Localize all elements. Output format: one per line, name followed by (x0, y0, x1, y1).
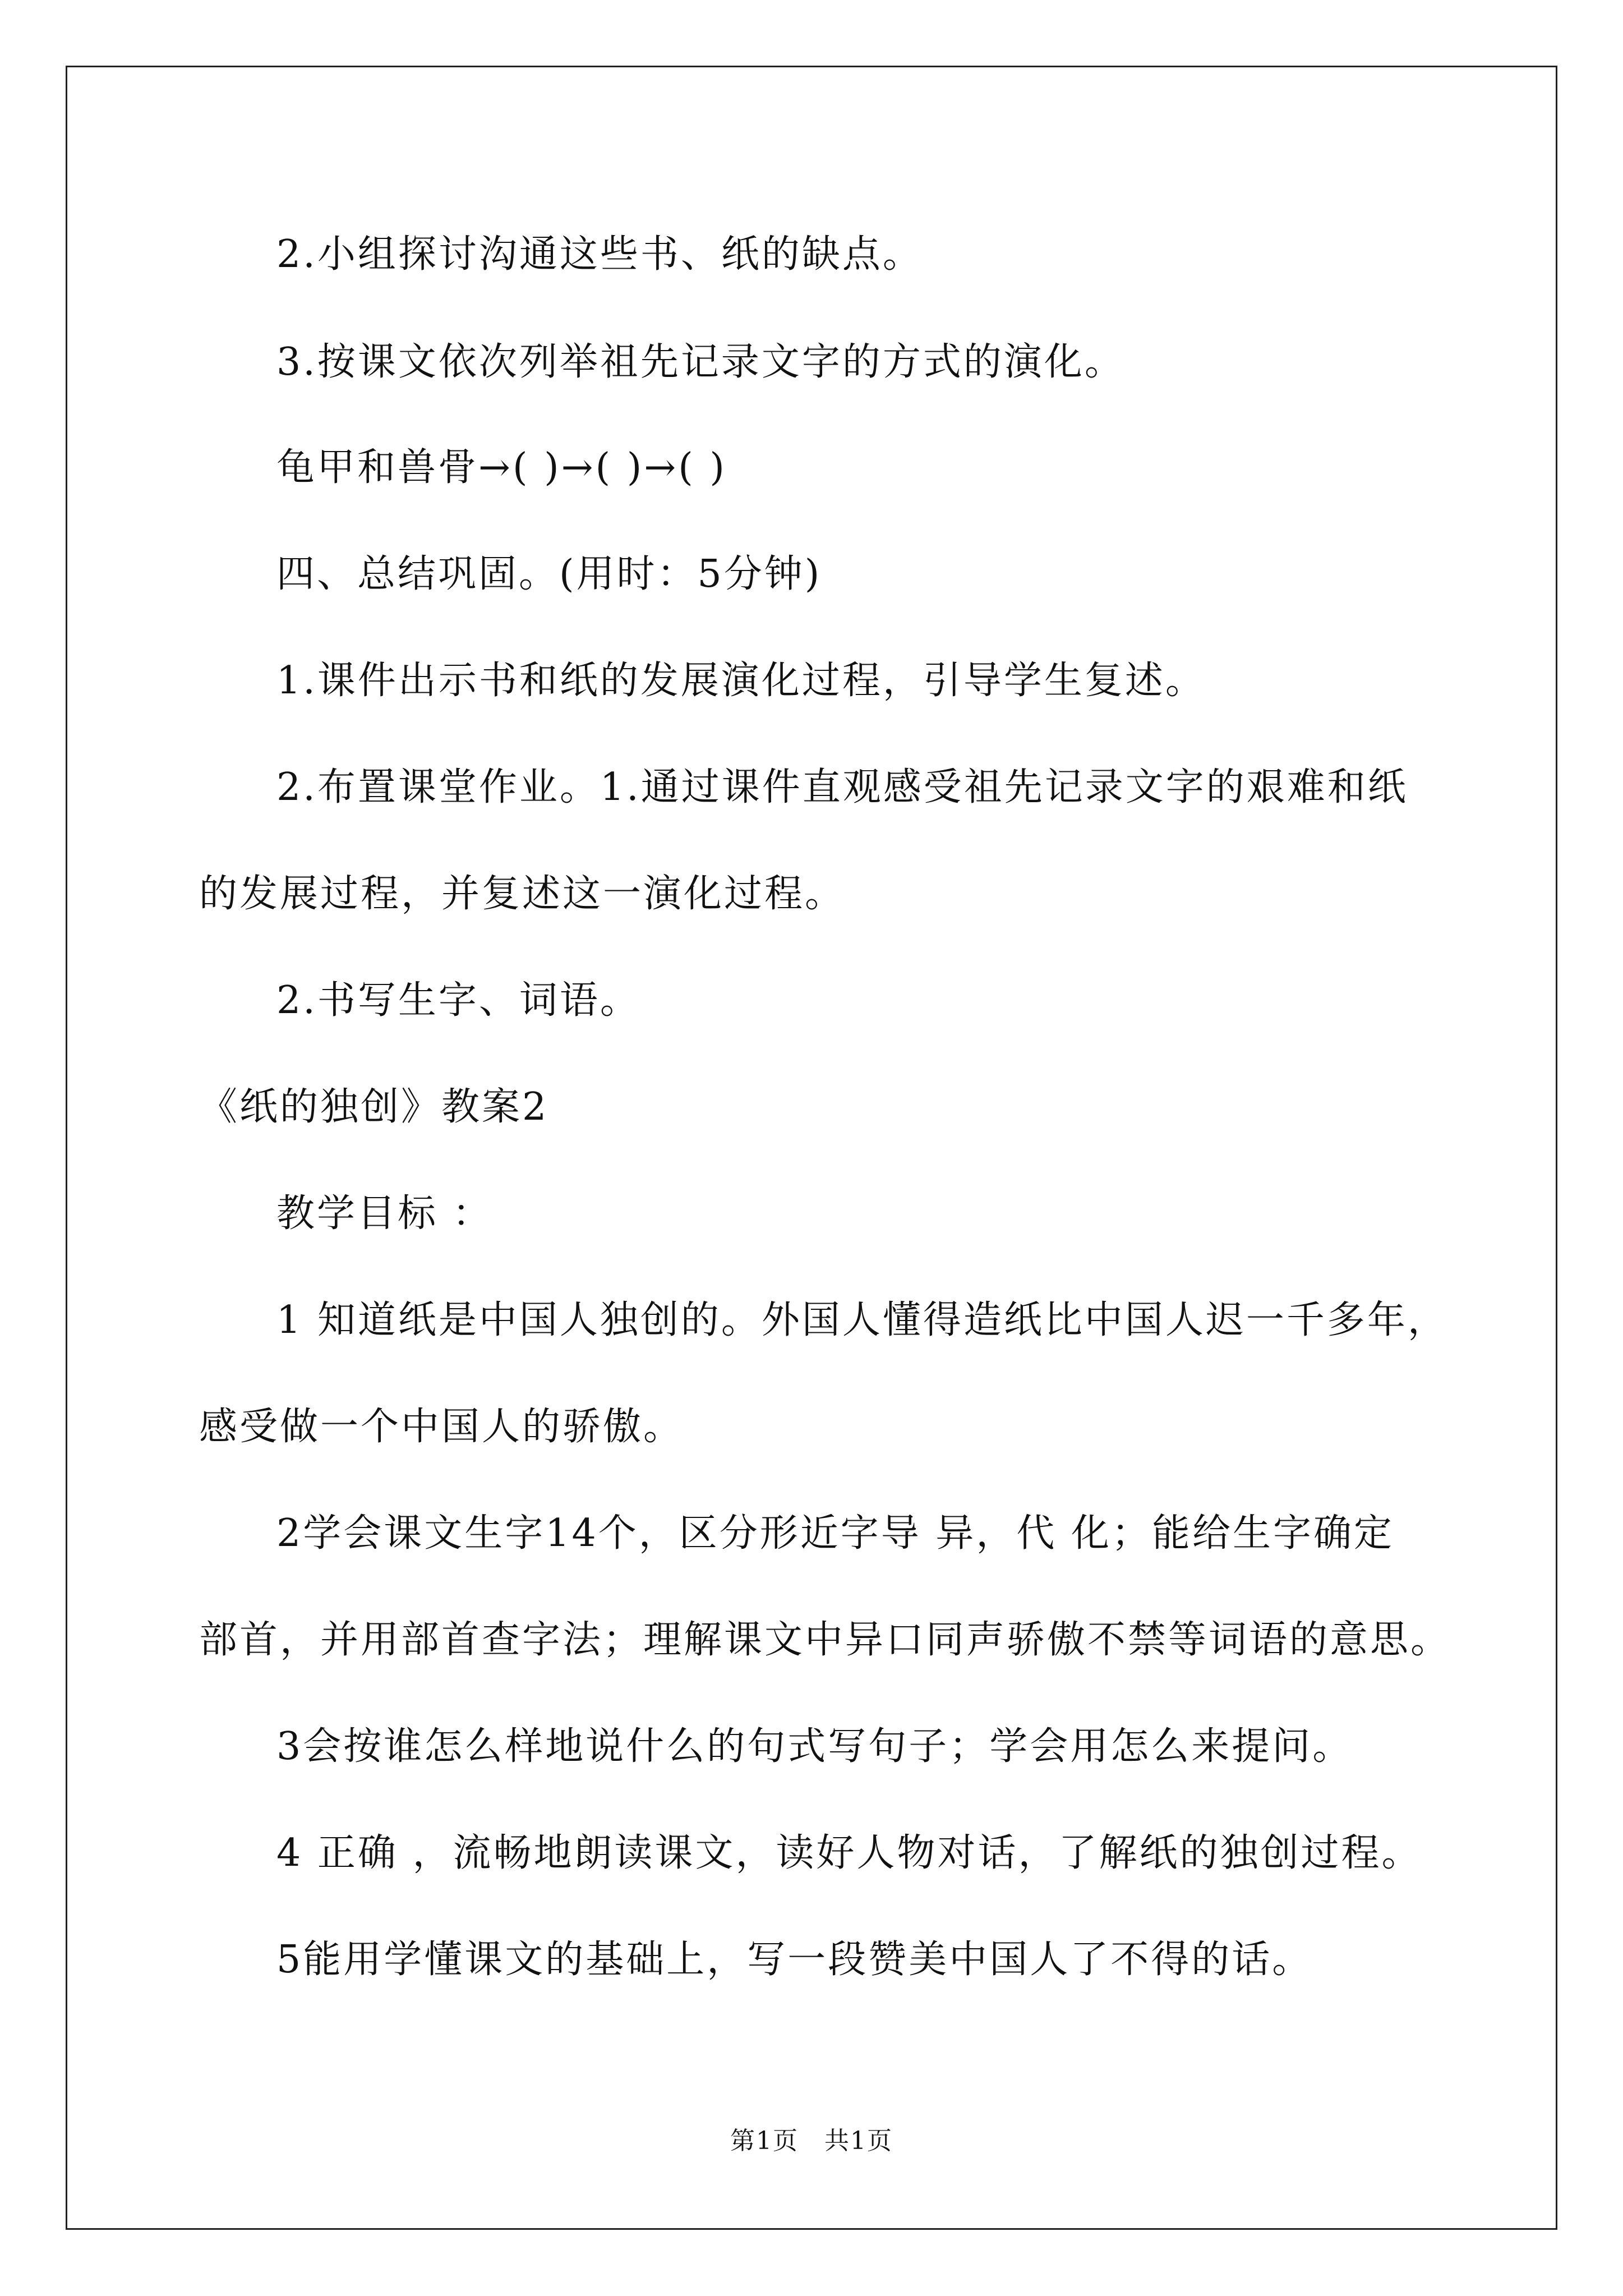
paragraph: 3.按课文依次列举祖先记录文字的方式的演化。 (276, 340, 1125, 384)
section-heading: 四、总结巩固。(用时：5分钟) (276, 552, 822, 596)
objective-continuation: 部首，并用部首查字法；理解课文中异口同声骄傲不禁等词语的意思。 (199, 1618, 1451, 1662)
objective-item: 1 知道纸是中国人独创的。外国人懂得造纸比中国人迟一千多年， (276, 1298, 1448, 1342)
paragraph: 龟甲和兽骨→( )→( )→( ) (276, 445, 727, 490)
objective-item: 5能用学懂课文的基础上，写一段赞美中国人了不得的话。 (276, 1938, 1313, 1982)
paragraph: 2.小组探讨沟通这些书、纸的缺点。 (276, 232, 923, 277)
paragraph: 2.书写生字、词语。 (276, 978, 640, 1023)
page-number: 第1页 共1页 (730, 2127, 893, 2155)
page-border (66, 66, 1557, 2230)
objective-continuation: 感受做一个中国人的骄傲。 (199, 1405, 684, 1449)
paragraph: 2.布置课堂作业。1.通过课件直观感受祖先记录文字的艰难和纸 (276, 765, 1408, 809)
objective-item: 3会按谁怎么样地说什么的句式写句子；学会用怎么来提问。 (276, 1724, 1353, 1769)
section-heading: 教学目标 ： (276, 1191, 493, 1236)
objective-item: 4 正确 ，流畅地朗读课文，读好人物对话，了解纸的独创过程。 (276, 1831, 1422, 1875)
paragraph: 1.课件出示书和纸的发展演化过程，引导学生复述。 (276, 659, 1206, 703)
document-title: 《纸的独创》教案2 (199, 1085, 549, 1129)
paragraph-continuation: 的发展过程，并复述这一演化过程。 (199, 872, 846, 916)
objective-item: 2学会课文生字14个，区分形近字导 异，代 化；能给生字确定 (276, 1511, 1395, 1556)
